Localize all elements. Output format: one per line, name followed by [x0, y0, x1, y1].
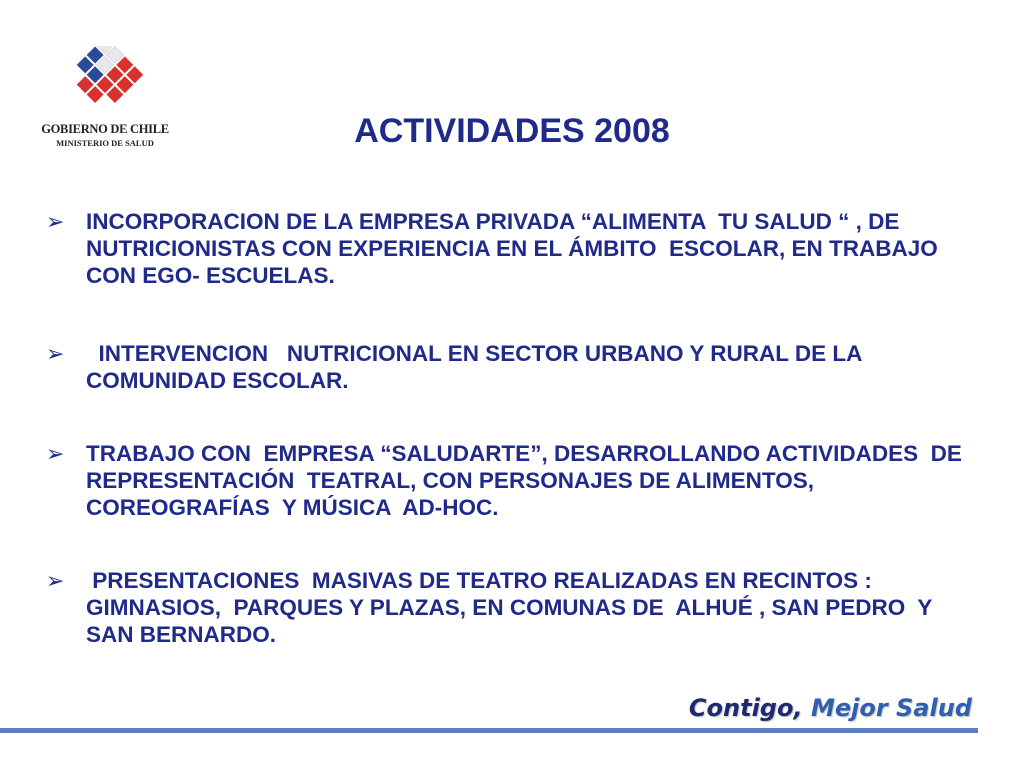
government-emblem-icon — [62, 46, 148, 112]
logo-government-name: GOBIERNO DE CHILE — [41, 122, 169, 136]
list-item — [46, 440, 976, 521]
list-item — [46, 340, 976, 394]
bullet-text: INCORPORACION DE LA EMPRESA PRIVADA “ALIMENTA TU SALUD “ , DE NUTRICIONISTAS CON EXPERIENCIA EN EL ÁMBITO ESCOLAR, EN TRABAJO CON EGO- ESCUELAS. — [86, 209, 945, 288]
slogan-part-1: Contigo, — [688, 694, 803, 722]
slogan-part-2: Mejor Salud — [802, 694, 972, 722]
list-item — [46, 208, 976, 289]
list-item — [46, 567, 976, 648]
bullet-text: PRESENTACIONES MASIVAS DE TEATRO REALIZADAS EN RECINTOS : GIMNASIOS, PARQUES Y PLAZAS, EN COMUNAS DE ALHUÉ , SAN PEDRO Y SAN BERNARDO. — [86, 568, 945, 647]
logo-ministry-name: MINISTERIO DE SALUD — [56, 138, 154, 148]
slide-title: ACTIVIDADES 2008 — [354, 112, 670, 150]
arrow-bullet-icon: ➢ — [46, 441, 65, 466]
bullet-text: TRABAJO CON EMPRESA “SALUDARTE”, DESARROLLANDO ACTIVIDADES DE REPRESENTACIÓN TEATRAL, CON PERSONAJES DE ALIMENTOS, COREOGRAFÍAS Y MÚSICA AD-HOC. — [86, 441, 969, 520]
activities-list — [46, 208, 976, 648]
arrow-bullet-icon: ➢ — [46, 341, 65, 366]
arrow-bullet-icon: ➢ — [46, 568, 65, 593]
footer-slogan — [689, 694, 972, 722]
arrow-bullet-icon: ➢ — [46, 209, 65, 234]
footer-divider — [0, 728, 978, 733]
bullet-text: INTERVENCION NUTRICIONAL EN SECTOR URBANO Y RURAL DE LA COMUNIDAD ESCOLAR. — [86, 341, 868, 393]
